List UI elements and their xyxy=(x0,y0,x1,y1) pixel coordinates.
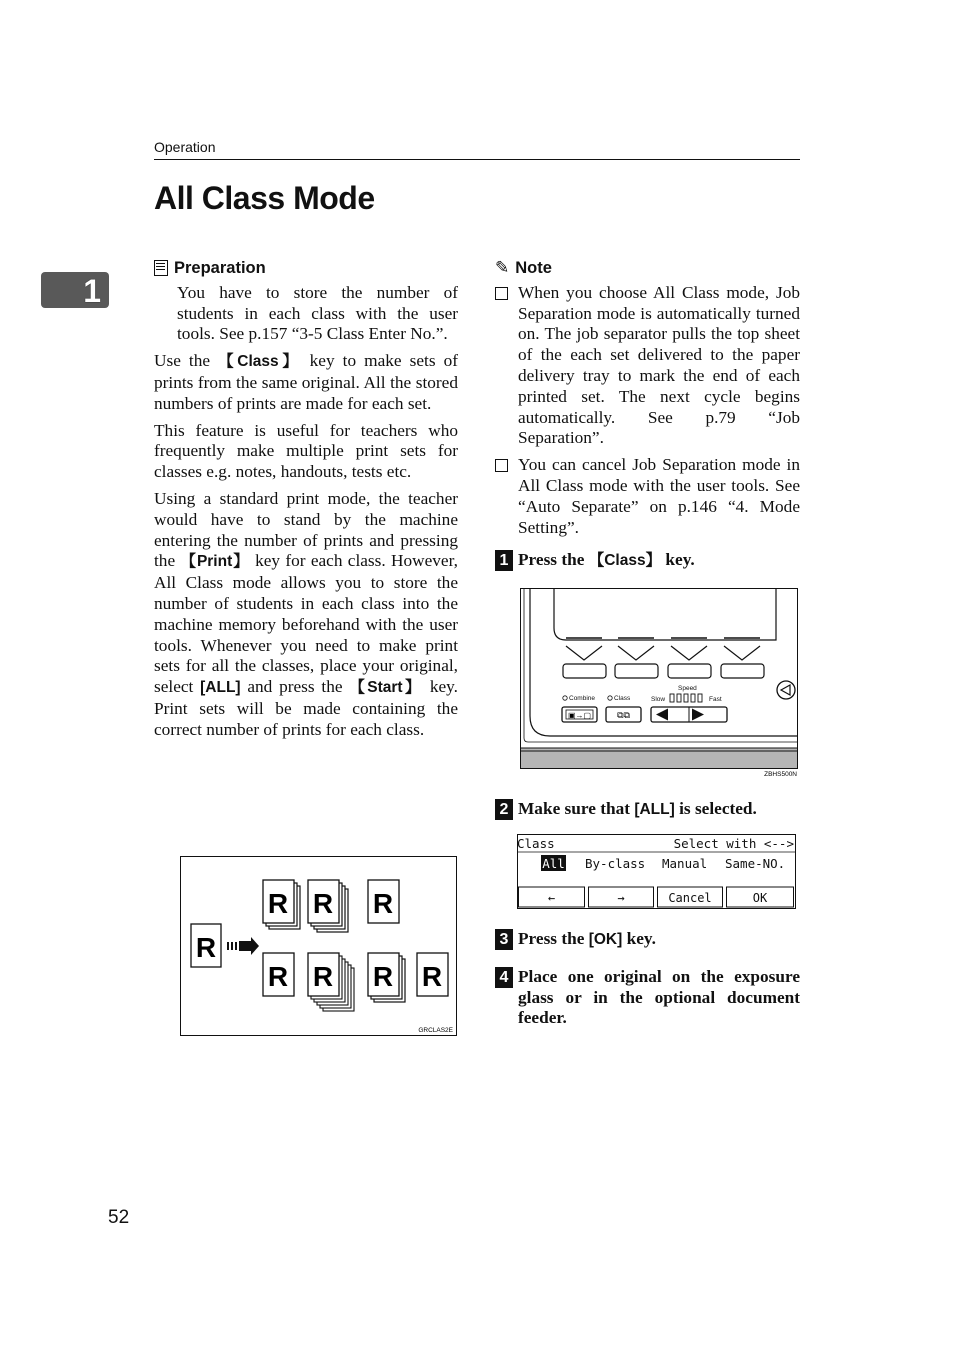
lcd-title: Class xyxy=(517,836,555,851)
left-column xyxy=(154,258,458,747)
step-1 xyxy=(495,550,800,572)
option-all[interactable]: All xyxy=(542,856,565,871)
sheet-letter: R xyxy=(372,961,394,992)
step-text xyxy=(518,929,800,951)
class-key-label: 【Class】 xyxy=(218,353,302,371)
combine-label: Combine xyxy=(569,695,596,702)
slow-label: Slow xyxy=(651,696,666,703)
sheet-letter: R xyxy=(195,932,217,963)
print-sets-diagram xyxy=(181,857,456,1035)
fast-label: Fast xyxy=(709,696,722,703)
svg-text:▣→▢: ▣→▢ xyxy=(567,711,592,720)
page-title: All Class Mode xyxy=(154,180,375,216)
text: is selected. xyxy=(674,799,757,819)
step-text xyxy=(518,799,800,821)
stack-bottom-1 xyxy=(263,953,294,996)
cancel-label: Cancel xyxy=(668,891,712,905)
step-3 xyxy=(495,929,800,951)
step-number: 4 xyxy=(495,967,513,988)
right-arrow-label: → xyxy=(617,891,625,905)
all-key-label: [ALL] xyxy=(200,679,241,697)
sheet-letter: R xyxy=(312,961,334,992)
step-number: 2 xyxy=(495,799,513,820)
step-2 xyxy=(495,799,800,821)
option-by-class[interactable]: By-class xyxy=(585,856,646,871)
notepad-icon xyxy=(154,260,168,276)
note-text: When you choose All Class mode, Job Separation mode is automatically turned on. The job separator pulls the top sheet of the each set delivered to the paper delivery tray to mark the end of each printed set. The next cycle begins automatically. See p.79 “Job Separation”. xyxy=(518,282,800,448)
figure-code: GRCLAS2E xyxy=(418,1027,453,1034)
text: Using a standard print mode, the teacher would have to stand by the machine entering the number of prints and pressing the xyxy=(154,488,458,571)
text: and press the xyxy=(240,677,350,697)
sheet-letter: R xyxy=(312,888,334,919)
chapter-number: 1 xyxy=(83,273,101,309)
header-rule xyxy=(154,159,800,160)
svg-text:⧉⧉: ⧉⧉ xyxy=(617,710,630,720)
sheet-letter: R xyxy=(421,961,443,992)
text: Use the xyxy=(154,351,219,371)
stack-top-3 xyxy=(368,880,399,923)
step-number: 1 xyxy=(495,550,513,571)
stack-bottom-2 xyxy=(308,953,354,1011)
checkbox-bullet-icon xyxy=(495,459,508,472)
sheet-letter: R xyxy=(267,888,289,919)
checkbox-bullet-icon xyxy=(495,287,508,300)
text: Press the xyxy=(518,928,589,948)
stack-bottom-4 xyxy=(417,953,448,996)
lcd-display-illustration xyxy=(517,834,796,909)
text: Make sure that xyxy=(518,799,635,819)
class-label: Class xyxy=(614,695,631,702)
ok-key-label: [OK] xyxy=(588,930,623,948)
note-item xyxy=(495,455,800,538)
figure-code: ZBHS500N xyxy=(764,771,797,778)
chapter-tab xyxy=(41,272,109,308)
note-label: Note xyxy=(515,259,552,277)
original-sheet xyxy=(191,924,221,967)
left-arrow-label: ← xyxy=(547,891,556,905)
sheet-letter: R xyxy=(267,961,289,992)
paragraph-teachers: This feature is useful for teachers who frequently make multiple print sets for classes e.g. notes, handouts, tests etc. xyxy=(154,420,458,482)
stack-bottom-3 xyxy=(368,953,405,1002)
text: key to make sets of prints from the same original. All the stored numbers of prints are made for each set. xyxy=(154,351,458,413)
class-key-label: 【Class】 xyxy=(588,552,662,570)
all-key-label: [ALL] xyxy=(634,801,675,819)
option-manual[interactable]: Manual xyxy=(662,856,708,871)
running-header: Operation xyxy=(154,139,216,155)
preparation-text: You have to store the number of students in each class with the user tools. See p.157 “3-5 Class Enter No.”. xyxy=(177,282,458,344)
print-key-label: 【Print】 xyxy=(180,553,250,571)
control-panel-illustration xyxy=(520,588,798,778)
text: key. xyxy=(622,928,656,948)
step-4 xyxy=(495,967,800,1029)
text: key. xyxy=(661,550,695,570)
note-heading xyxy=(495,258,800,279)
preparation-heading xyxy=(154,258,458,279)
step-text: Place one original on the exposure glass or in the optional document feeder. xyxy=(518,966,800,1028)
paragraph-standard-mode xyxy=(154,489,458,741)
lcd-hint: Select with <--> xyxy=(673,836,794,851)
text: key. Print sets will be made containing the correct number of prints for each class. xyxy=(154,677,458,739)
start-key-label: 【Start】 xyxy=(349,679,424,697)
text: Press the xyxy=(518,550,589,570)
note-text: You can cancel Job Separation mode in All Class mode with the user tools. See “Auto Separate” on p.146 “4. Mode Setting”. xyxy=(518,455,800,537)
paragraph-class-key xyxy=(154,351,458,414)
stack-top-1 xyxy=(263,880,300,929)
preparation-label: Preparation xyxy=(174,259,266,277)
page-number: 52 xyxy=(108,1207,130,1228)
option-same-no[interactable]: Same-NO. xyxy=(725,856,786,871)
sheet-letter: R xyxy=(372,888,394,919)
pencil-icon: ✎ xyxy=(495,258,510,277)
speed-label: Speed xyxy=(678,685,697,692)
arrow-icon xyxy=(227,937,259,955)
class-print-illustration xyxy=(180,856,457,1036)
stack-top-2 xyxy=(308,880,348,932)
ok-label: OK xyxy=(752,891,768,905)
note-item xyxy=(495,283,800,449)
step-number: 3 xyxy=(495,929,513,950)
step-text xyxy=(518,550,800,572)
text: key for each class. However, All Class mode allows you to store the number of students in each class into the machine memory beforehand with the user tools. Whenever you need to make print sets for all the classes, place your original, select xyxy=(154,551,458,697)
